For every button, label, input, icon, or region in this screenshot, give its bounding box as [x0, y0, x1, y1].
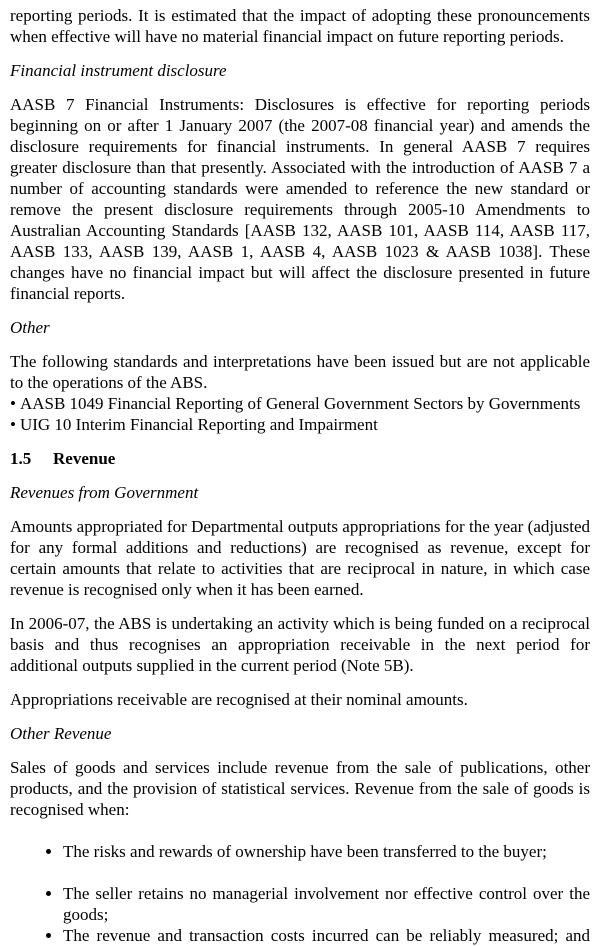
- standard-item-label: UIG 10 Interim Financial Reporting and Impairment: [19, 415, 378, 434]
- paragraph-other-standards: [10, 351, 590, 435]
- list-item: • The revenue and transaction costs incurred can be reliably measured; and: [63, 925, 590, 946]
- bullet-icon: •: [10, 415, 16, 434]
- heading-revenue: [10, 448, 590, 469]
- list-item: • The risks and rewards of ownership have been transferred to the buyer;: [63, 841, 590, 862]
- paragraph-appropriations: Amounts appropriated for Departmental outputs appropriations for the year (adjusted for any formal additions and reductions) are recognised as revenue, except for certain amounts that relate to activities that are reciprocal in nature, in which case revenue is recognised only when it has been earned.: [10, 517, 590, 599]
- list-item: [10, 393, 590, 414]
- section-number: 1.5: [10, 449, 32, 468]
- paragraph-aasb7: AASB 7 Financial Instruments: Disclosures is effective for reporting periods beginning on or after 1 January 2007 (the 2007-08 financial year) and amends the disclosure requirements for financial instruments. In general AASB 7 requires greater disclosure than that presently. Associated with the introduction of AASB 7 a number of accounting standards were amended to reference the new standard or remove the present disclosure requirements through 2005-10 Amendments to Australian Accounting Standards [AASB 132, AASB 101, AASB 114, AASB 117, AASB 133, AASB 139, AASB 1, AASB 4, AASB 1023 & AASB 1038]. These changes have no financial impact but will affect the disclosure presented in future financial reports.: [10, 95, 590, 303]
- list-item: • The seller retains no managerial involvement nor effective control over the goods;: [63, 883, 590, 925]
- revenue-criteria-list: [10, 841, 590, 946]
- other-standards-intro: The following standards and interpretations have been issued but are not applicable to the operations of the ABS.: [10, 352, 590, 392]
- paragraph-nominal-amounts: Appropriations receivable are recognised at their nominal amounts.: [10, 690, 468, 709]
- heading-other: Other: [10, 318, 50, 337]
- section-title: Revenue: [53, 449, 116, 468]
- list-item: [10, 414, 590, 435]
- heading-other-revenue: Other Revenue: [10, 724, 112, 743]
- paragraph-sales-of-goods: Sales of goods and services include revenue from the sale of publications, other products, and the provision of statistical services. Revenue from the sale of goods is recognised when:: [10, 758, 590, 819]
- continued-paragraph: reporting periods. It is estimated that the impact of adopting these pronouncements when effective will have no material financial impact on future reporting periods.: [10, 6, 590, 46]
- heading-revenues-from-government: Revenues from Government: [10, 483, 199, 502]
- paragraph-reciprocal-activity: In 2006-07, the ABS is undertaking an activity which is being funded on a reciprocal basis and thus recognises an appropriation receivable in the next period for additional outputs supplied in the current period (Note 5B).: [10, 614, 590, 675]
- standard-item-label: AASB 1049 Financial Reporting of General Government Sectors by Governments: [19, 394, 581, 413]
- heading-financial-instrument-disclosure: Financial instrument disclosure: [10, 61, 227, 80]
- bullet-icon: •: [10, 394, 16, 413]
